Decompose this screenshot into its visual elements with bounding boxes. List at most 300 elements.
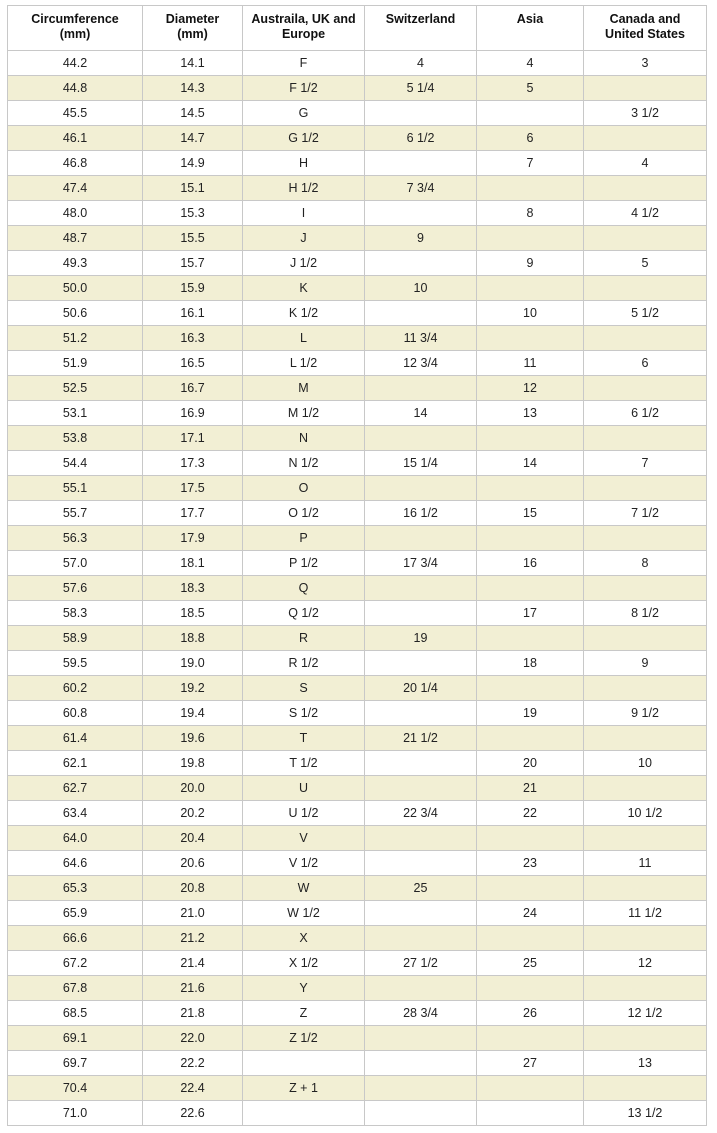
cell-canada-us	[584, 626, 707, 651]
table-row	[8, 376, 707, 401]
cell-diameter: 16.1	[143, 301, 243, 326]
cell-asia: 24	[477, 901, 584, 926]
cell-diameter: 20.6	[143, 851, 243, 876]
cell-diameter: 15.1	[143, 176, 243, 201]
cell-asia	[477, 526, 584, 551]
cell-asia: 6	[477, 126, 584, 151]
cell-canada-us: 4 1/2	[584, 201, 707, 226]
cell-circumference: 48.0	[8, 201, 143, 226]
cell-diameter: 22.6	[143, 1101, 243, 1126]
table-row	[8, 476, 707, 501]
cell-circumference: 65.9	[8, 901, 143, 926]
table-row	[8, 201, 707, 226]
cell-asia	[477, 576, 584, 601]
cell-circumference: 69.7	[8, 1051, 143, 1076]
cell-diameter: 18.5	[143, 601, 243, 626]
cell-asia: 15	[477, 501, 584, 526]
cell-canada-us	[584, 126, 707, 151]
cell-australia-uk-europe: P 1/2	[243, 551, 365, 576]
cell-circumference: 67.8	[8, 976, 143, 1001]
cell-diameter: 15.9	[143, 276, 243, 301]
cell-diameter: 22.0	[143, 1026, 243, 1051]
table-row	[8, 1026, 707, 1051]
cell-switzerland: 19	[365, 626, 477, 651]
cell-canada-us	[584, 226, 707, 251]
cell-canada-us: 5	[584, 251, 707, 276]
table-row	[8, 501, 707, 526]
cell-circumference: 68.5	[8, 1001, 143, 1026]
header-asia: Asia	[477, 6, 584, 51]
header-row	[8, 6, 707, 51]
cell-canada-us: 3 1/2	[584, 101, 707, 126]
cell-switzerland	[365, 301, 477, 326]
cell-australia-uk-europe: M	[243, 376, 365, 401]
cell-australia-uk-europe: T	[243, 726, 365, 751]
cell-canada-us	[584, 526, 707, 551]
cell-australia-uk-europe: U 1/2	[243, 801, 365, 826]
cell-asia: 26	[477, 1001, 584, 1026]
cell-canada-us: 4	[584, 151, 707, 176]
cell-switzerland	[365, 476, 477, 501]
table-row	[8, 851, 707, 876]
table-row	[8, 626, 707, 651]
table-row	[8, 676, 707, 701]
cell-asia	[477, 176, 584, 201]
cell-australia-uk-europe: R 1/2	[243, 651, 365, 676]
cell-switzerland	[365, 926, 477, 951]
cell-asia	[477, 1101, 584, 1126]
cell-diameter: 21.4	[143, 951, 243, 976]
table-row	[8, 751, 707, 776]
cell-switzerland: 21 1/2	[365, 726, 477, 751]
cell-diameter: 17.9	[143, 526, 243, 551]
cell-asia	[477, 226, 584, 251]
table-row	[8, 826, 707, 851]
table-row	[8, 976, 707, 1001]
table-row	[8, 601, 707, 626]
cell-canada-us: 8	[584, 551, 707, 576]
table-header	[8, 6, 707, 51]
cell-australia-uk-europe: F 1/2	[243, 76, 365, 101]
header-switzerland: Switzerland	[365, 6, 477, 51]
cell-canada-us	[584, 876, 707, 901]
cell-switzerland	[365, 751, 477, 776]
cell-circumference: 57.0	[8, 551, 143, 576]
cell-switzerland	[365, 601, 477, 626]
cell-canada-us	[584, 76, 707, 101]
cell-australia-uk-europe	[243, 1101, 365, 1126]
cell-diameter: 18.8	[143, 626, 243, 651]
cell-australia-uk-europe: N 1/2	[243, 451, 365, 476]
cell-asia	[477, 1076, 584, 1101]
cell-circumference: 64.0	[8, 826, 143, 851]
table-row	[8, 151, 707, 176]
cell-switzerland	[365, 251, 477, 276]
cell-circumference: 49.3	[8, 251, 143, 276]
cell-australia-uk-europe: Y	[243, 976, 365, 1001]
cell-asia	[477, 826, 584, 851]
cell-australia-uk-europe: K 1/2	[243, 301, 365, 326]
cell-australia-uk-europe: T 1/2	[243, 751, 365, 776]
cell-asia: 22	[477, 801, 584, 826]
cell-asia: 11	[477, 351, 584, 376]
cell-asia: 23	[477, 851, 584, 876]
cell-asia: 13	[477, 401, 584, 426]
cell-diameter: 19.4	[143, 701, 243, 726]
cell-canada-us: 8 1/2	[584, 601, 707, 626]
cell-canada-us	[584, 426, 707, 451]
cell-asia	[477, 476, 584, 501]
cell-asia: 16	[477, 551, 584, 576]
cell-diameter: 22.4	[143, 1076, 243, 1101]
table-row	[8, 351, 707, 376]
cell-australia-uk-europe: X	[243, 926, 365, 951]
cell-australia-uk-europe: X 1/2	[243, 951, 365, 976]
cell-diameter: 14.7	[143, 126, 243, 151]
cell-diameter: 20.2	[143, 801, 243, 826]
table-row	[8, 551, 707, 576]
cell-australia-uk-europe: O 1/2	[243, 501, 365, 526]
cell-switzerland	[365, 1076, 477, 1101]
cell-canada-us	[584, 776, 707, 801]
cell-diameter: 16.7	[143, 376, 243, 401]
cell-canada-us: 12 1/2	[584, 1001, 707, 1026]
cell-circumference: 51.9	[8, 351, 143, 376]
table-row	[8, 726, 707, 751]
cell-circumference: 63.4	[8, 801, 143, 826]
table-row	[8, 451, 707, 476]
table-row	[8, 1076, 707, 1101]
cell-australia-uk-europe: J	[243, 226, 365, 251]
table-row	[8, 276, 707, 301]
cell-australia-uk-europe: F	[243, 51, 365, 76]
cell-australia-uk-europe: Q 1/2	[243, 601, 365, 626]
cell-circumference: 55.7	[8, 501, 143, 526]
table-row	[8, 1001, 707, 1026]
cell-switzerland	[365, 201, 477, 226]
cell-asia: 8	[477, 201, 584, 226]
table-row	[8, 576, 707, 601]
cell-circumference: 60.2	[8, 676, 143, 701]
table-row	[8, 776, 707, 801]
cell-canada-us	[584, 576, 707, 601]
ring-size-table	[7, 5, 707, 1126]
cell-canada-us: 5 1/2	[584, 301, 707, 326]
table-row	[8, 701, 707, 726]
cell-switzerland	[365, 776, 477, 801]
table-row	[8, 326, 707, 351]
cell-australia-uk-europe: Z + 1	[243, 1076, 365, 1101]
cell-canada-us: 9 1/2	[584, 701, 707, 726]
cell-circumference: 58.9	[8, 626, 143, 651]
cell-asia	[477, 1026, 584, 1051]
cell-asia: 10	[477, 301, 584, 326]
cell-canada-us	[584, 676, 707, 701]
cell-diameter: 19.8	[143, 751, 243, 776]
cell-diameter: 21.2	[143, 926, 243, 951]
cell-circumference: 61.4	[8, 726, 143, 751]
table-row	[8, 426, 707, 451]
cell-diameter: 14.9	[143, 151, 243, 176]
cell-circumference: 46.8	[8, 151, 143, 176]
cell-diameter: 21.6	[143, 976, 243, 1001]
table-row	[8, 76, 707, 101]
table-row	[8, 301, 707, 326]
cell-australia-uk-europe: M 1/2	[243, 401, 365, 426]
cell-switzerland: 4	[365, 51, 477, 76]
cell-australia-uk-europe: H	[243, 151, 365, 176]
cell-switzerland	[365, 1101, 477, 1126]
cell-australia-uk-europe: Q	[243, 576, 365, 601]
cell-asia	[477, 426, 584, 451]
cell-canada-us: 10 1/2	[584, 801, 707, 826]
cell-australia-uk-europe: G	[243, 101, 365, 126]
cell-asia	[477, 976, 584, 1001]
header-canada-us: Canada and United States	[584, 6, 707, 51]
table-row	[8, 176, 707, 201]
cell-asia	[477, 876, 584, 901]
table-row	[8, 251, 707, 276]
cell-diameter: 17.3	[143, 451, 243, 476]
cell-australia-uk-europe: R	[243, 626, 365, 651]
cell-switzerland: 7 3/4	[365, 176, 477, 201]
cell-circumference: 57.6	[8, 576, 143, 601]
cell-asia: 19	[477, 701, 584, 726]
cell-diameter: 16.5	[143, 351, 243, 376]
cell-diameter: 19.0	[143, 651, 243, 676]
cell-australia-uk-europe: U	[243, 776, 365, 801]
cell-circumference: 53.1	[8, 401, 143, 426]
cell-switzerland	[365, 376, 477, 401]
cell-diameter: 20.4	[143, 826, 243, 851]
cell-circumference: 51.2	[8, 326, 143, 351]
cell-australia-uk-europe: P	[243, 526, 365, 551]
cell-diameter: 22.2	[143, 1051, 243, 1076]
header-diameter: Diameter (mm)	[143, 6, 243, 51]
cell-canada-us: 9	[584, 651, 707, 676]
cell-canada-us	[584, 926, 707, 951]
cell-canada-us: 7 1/2	[584, 501, 707, 526]
cell-switzerland: 22 3/4	[365, 801, 477, 826]
cell-switzerland: 10	[365, 276, 477, 301]
table-row	[8, 101, 707, 126]
cell-australia-uk-europe: L 1/2	[243, 351, 365, 376]
cell-canada-us	[584, 276, 707, 301]
cell-australia-uk-europe: Z 1/2	[243, 1026, 365, 1051]
cell-australia-uk-europe: K	[243, 276, 365, 301]
cell-canada-us: 11 1/2	[584, 901, 707, 926]
cell-circumference: 66.6	[8, 926, 143, 951]
cell-circumference: 64.6	[8, 851, 143, 876]
ring-size-chart	[7, 5, 707, 1126]
cell-australia-uk-europe: S	[243, 676, 365, 701]
cell-circumference: 65.3	[8, 876, 143, 901]
cell-circumference: 69.1	[8, 1026, 143, 1051]
cell-switzerland	[365, 576, 477, 601]
cell-asia: 14	[477, 451, 584, 476]
cell-canada-us	[584, 326, 707, 351]
table-row	[8, 526, 707, 551]
cell-asia: 4	[477, 51, 584, 76]
cell-asia	[477, 726, 584, 751]
cell-canada-us	[584, 376, 707, 401]
cell-circumference: 58.3	[8, 601, 143, 626]
cell-asia: 18	[477, 651, 584, 676]
cell-circumference: 53.8	[8, 426, 143, 451]
cell-australia-uk-europe: S 1/2	[243, 701, 365, 726]
cell-circumference: 56.3	[8, 526, 143, 551]
cell-diameter: 16.3	[143, 326, 243, 351]
cell-diameter: 19.2	[143, 676, 243, 701]
cell-canada-us	[584, 1026, 707, 1051]
cell-circumference: 50.6	[8, 301, 143, 326]
cell-asia	[477, 926, 584, 951]
cell-canada-us: 12	[584, 951, 707, 976]
cell-canada-us	[584, 976, 707, 1001]
table-row	[8, 51, 707, 76]
cell-circumference: 48.7	[8, 226, 143, 251]
cell-asia: 27	[477, 1051, 584, 1076]
table-row	[8, 951, 707, 976]
cell-canada-us	[584, 476, 707, 501]
table-body	[8, 51, 707, 1126]
cell-asia	[477, 626, 584, 651]
cell-diameter: 18.3	[143, 576, 243, 601]
cell-asia: 9	[477, 251, 584, 276]
cell-switzerland: 27 1/2	[365, 951, 477, 976]
cell-switzerland	[365, 976, 477, 1001]
cell-australia-uk-europe	[243, 1051, 365, 1076]
cell-switzerland: 14	[365, 401, 477, 426]
cell-asia: 21	[477, 776, 584, 801]
cell-diameter: 19.6	[143, 726, 243, 751]
cell-diameter: 14.5	[143, 101, 243, 126]
cell-canada-us	[584, 1076, 707, 1101]
cell-switzerland: 5 1/4	[365, 76, 477, 101]
cell-asia: 20	[477, 751, 584, 776]
cell-switzerland: 15 1/4	[365, 451, 477, 476]
cell-switzerland: 11 3/4	[365, 326, 477, 351]
cell-asia: 25	[477, 951, 584, 976]
cell-switzerland	[365, 1051, 477, 1076]
cell-asia: 17	[477, 601, 584, 626]
cell-canada-us: 3	[584, 51, 707, 76]
cell-diameter: 14.3	[143, 76, 243, 101]
cell-canada-us: 10	[584, 751, 707, 776]
cell-circumference: 62.7	[8, 776, 143, 801]
cell-switzerland	[365, 101, 477, 126]
cell-switzerland: 9	[365, 226, 477, 251]
cell-circumference: 71.0	[8, 1101, 143, 1126]
table-row	[8, 651, 707, 676]
cell-diameter: 20.0	[143, 776, 243, 801]
cell-switzerland: 20 1/4	[365, 676, 477, 701]
cell-diameter: 17.1	[143, 426, 243, 451]
cell-canada-us: 6	[584, 351, 707, 376]
cell-switzerland	[365, 526, 477, 551]
cell-canada-us	[584, 726, 707, 751]
cell-switzerland	[365, 851, 477, 876]
cell-diameter: 15.5	[143, 226, 243, 251]
cell-asia	[477, 676, 584, 701]
cell-circumference: 44.8	[8, 76, 143, 101]
cell-diameter: 15.3	[143, 201, 243, 226]
cell-canada-us: 7	[584, 451, 707, 476]
cell-canada-us: 11	[584, 851, 707, 876]
cell-canada-us: 6 1/2	[584, 401, 707, 426]
cell-circumference: 55.1	[8, 476, 143, 501]
table-row	[8, 926, 707, 951]
cell-diameter: 14.1	[143, 51, 243, 76]
cell-asia	[477, 326, 584, 351]
cell-switzerland	[365, 901, 477, 926]
table-row	[8, 226, 707, 251]
table-row	[8, 126, 707, 151]
cell-diameter: 15.7	[143, 251, 243, 276]
cell-circumference: 62.1	[8, 751, 143, 776]
cell-australia-uk-europe: J 1/2	[243, 251, 365, 276]
cell-australia-uk-europe: G 1/2	[243, 126, 365, 151]
cell-switzerland: 17 3/4	[365, 551, 477, 576]
cell-switzerland	[365, 426, 477, 451]
cell-diameter: 21.8	[143, 1001, 243, 1026]
cell-asia	[477, 276, 584, 301]
table-row	[8, 1051, 707, 1076]
table-row	[8, 401, 707, 426]
cell-australia-uk-europe: L	[243, 326, 365, 351]
cell-circumference: 59.5	[8, 651, 143, 676]
cell-diameter: 20.8	[143, 876, 243, 901]
table-row	[8, 876, 707, 901]
cell-australia-uk-europe: V	[243, 826, 365, 851]
cell-circumference: 52.5	[8, 376, 143, 401]
cell-circumference: 54.4	[8, 451, 143, 476]
cell-circumference: 45.5	[8, 101, 143, 126]
cell-australia-uk-europe: N	[243, 426, 365, 451]
cell-switzerland	[365, 701, 477, 726]
cell-canada-us: 13 1/2	[584, 1101, 707, 1126]
cell-australia-uk-europe: W	[243, 876, 365, 901]
cell-switzerland	[365, 826, 477, 851]
cell-diameter: 18.1	[143, 551, 243, 576]
cell-switzerland: 6 1/2	[365, 126, 477, 151]
cell-australia-uk-europe: W 1/2	[243, 901, 365, 926]
cell-australia-uk-europe: Z	[243, 1001, 365, 1026]
cell-canada-us	[584, 176, 707, 201]
cell-canada-us	[584, 826, 707, 851]
cell-australia-uk-europe: I	[243, 201, 365, 226]
table-row	[8, 901, 707, 926]
cell-switzerland: 12 3/4	[365, 351, 477, 376]
cell-asia: 7	[477, 151, 584, 176]
cell-switzerland	[365, 151, 477, 176]
table-row	[8, 1101, 707, 1126]
cell-switzerland: 16 1/2	[365, 501, 477, 526]
cell-circumference: 47.4	[8, 176, 143, 201]
cell-circumference: 50.0	[8, 276, 143, 301]
cell-asia: 12	[477, 376, 584, 401]
cell-switzerland: 25	[365, 876, 477, 901]
cell-asia	[477, 101, 584, 126]
cell-circumference: 70.4	[8, 1076, 143, 1101]
cell-australia-uk-europe: O	[243, 476, 365, 501]
table-row	[8, 801, 707, 826]
cell-canada-us: 13	[584, 1051, 707, 1076]
cell-circumference: 67.2	[8, 951, 143, 976]
header-circumference: Circumference (mm)	[8, 6, 143, 51]
header-australia-uk-europe: Austraila, UK and Europe	[243, 6, 365, 51]
cell-australia-uk-europe: V 1/2	[243, 851, 365, 876]
